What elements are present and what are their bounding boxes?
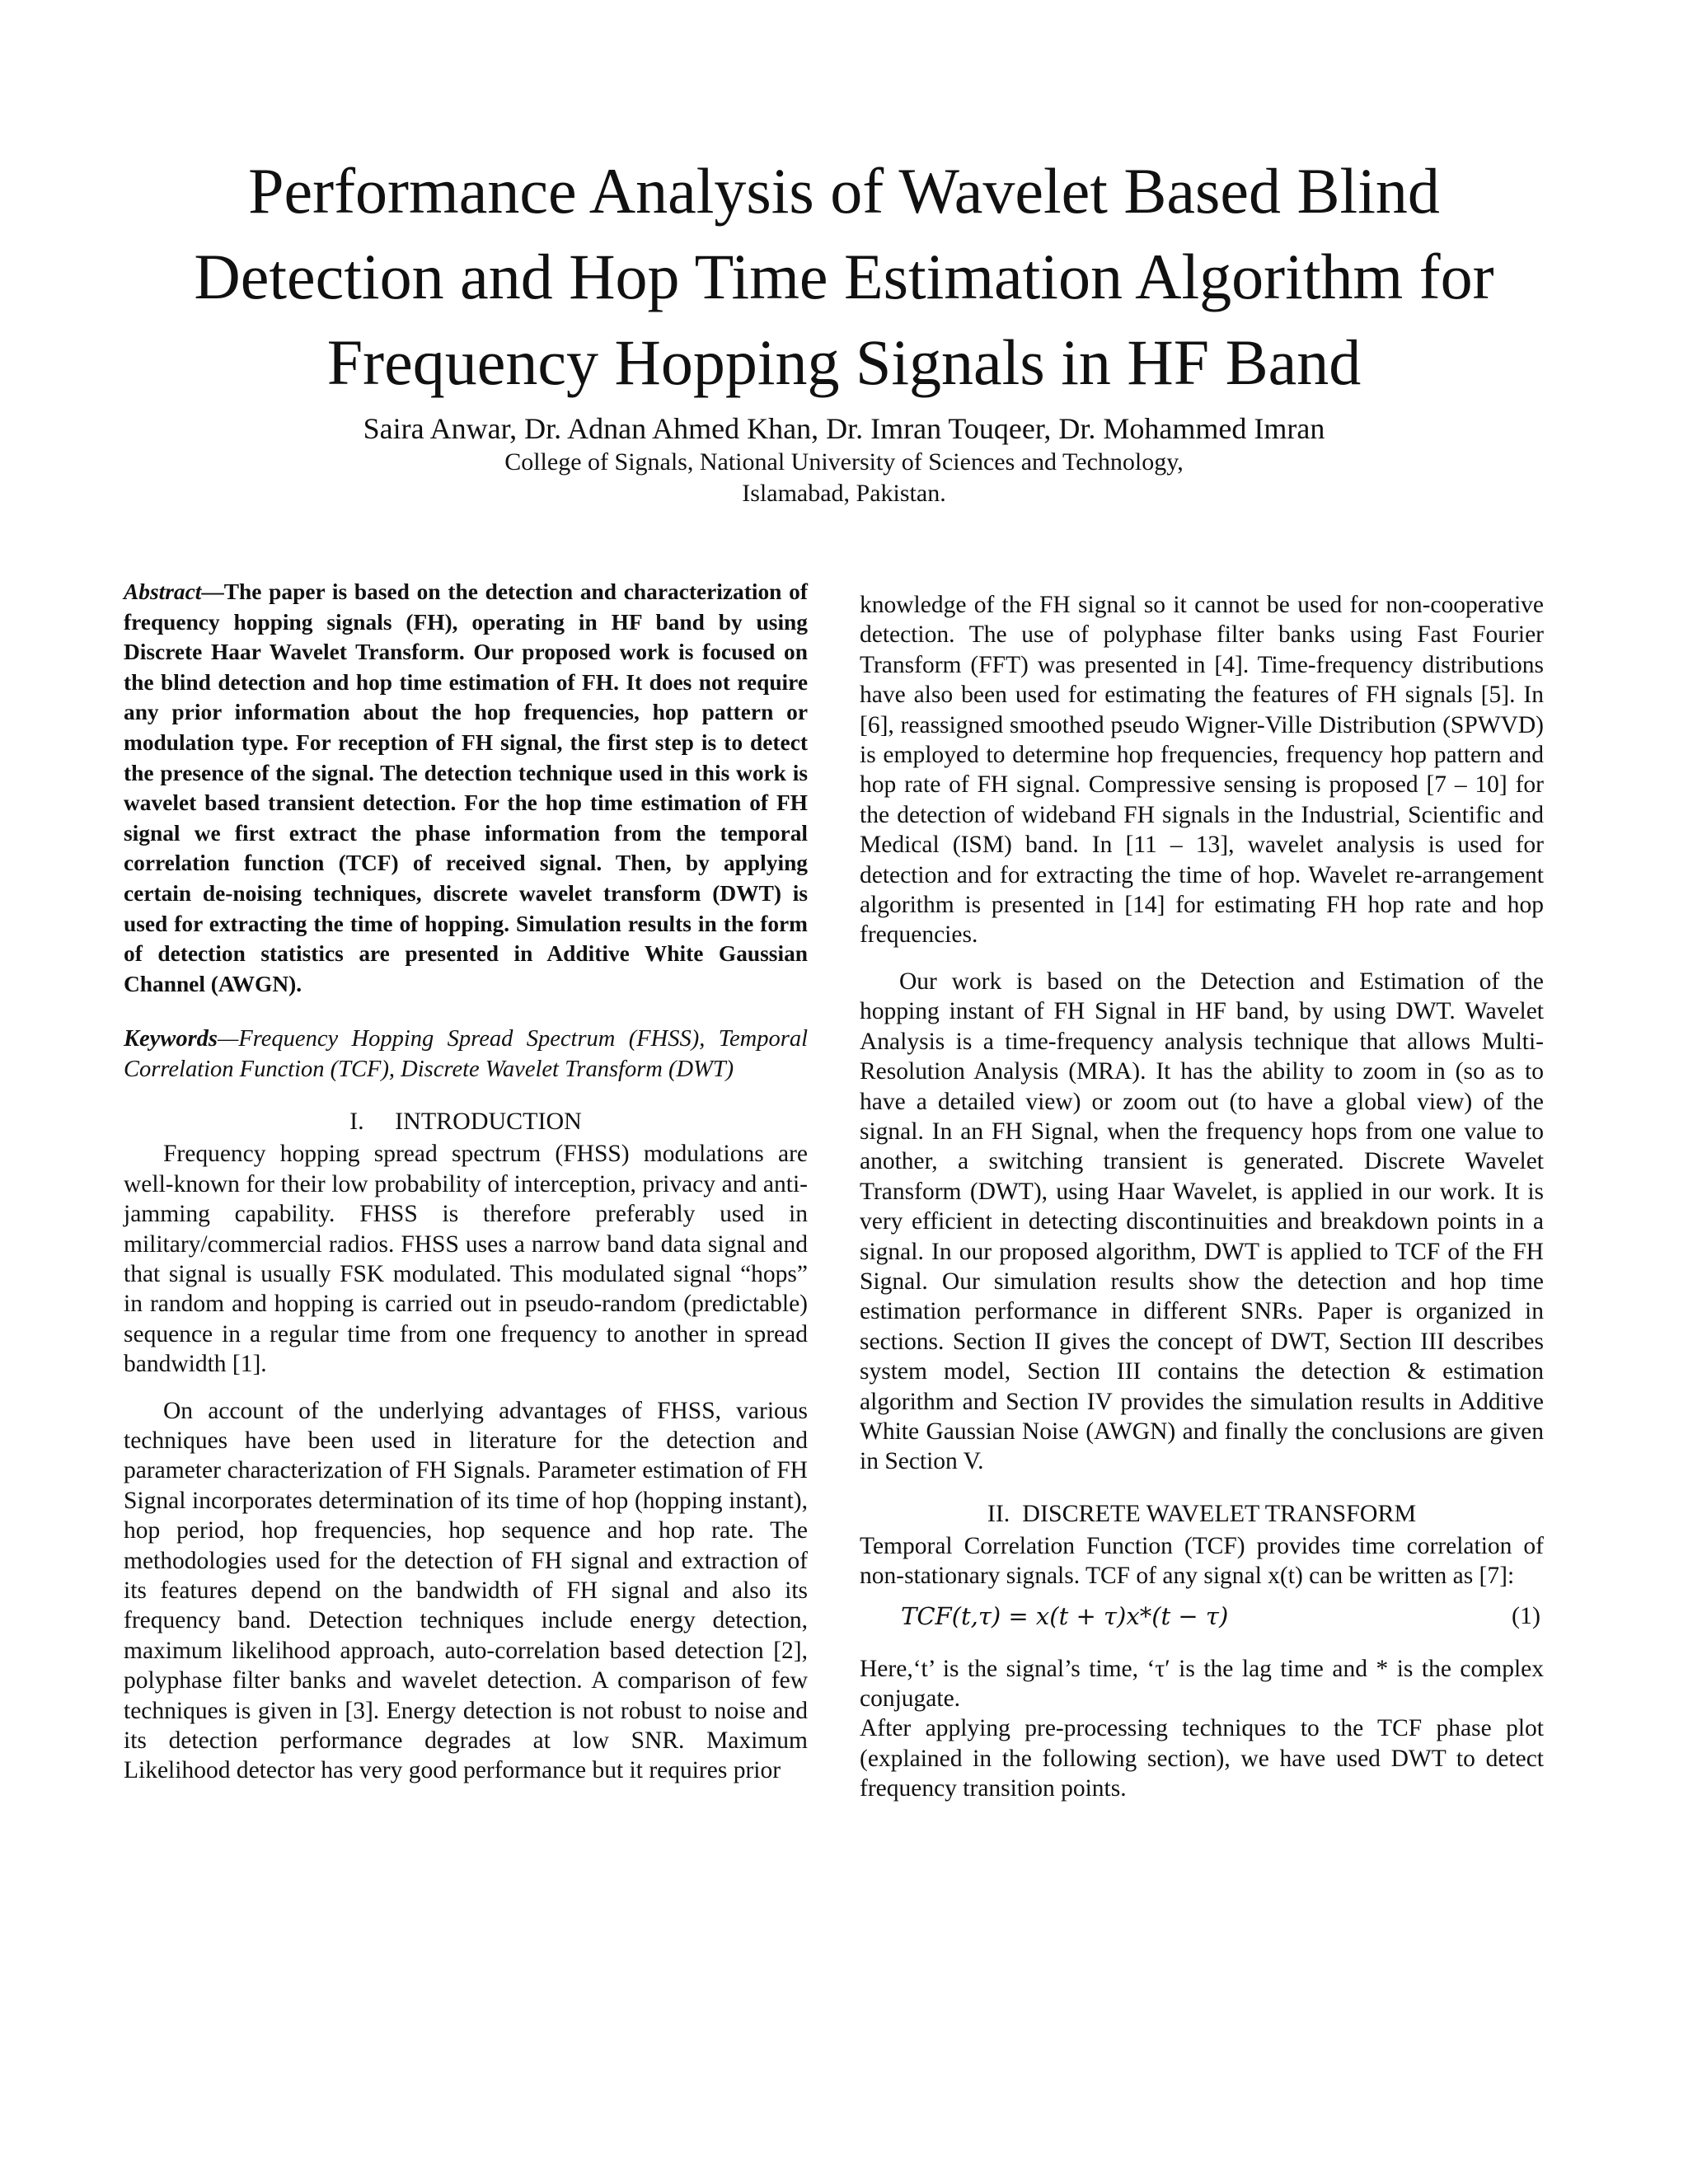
affiliation-line: College of Signals, National University of Sciences and Technology,: [504, 448, 1184, 476]
keywords-dash: —: [218, 1026, 239, 1052]
intro-paragraph-2-continued: knowledge of the FH signal so it cannot be used for non-cooperative detection. The use of polyphase filter banks using Fast Fourier Transform (FFT) was presented in [4]. Time-frequency distributions have also been used for estimating the features of FH signals [5]. In [6], reassigned smoothed pseudo Wigner-Ville Distribution (SPWVD) is employed to determine hop frequencies, frequency hop pattern and hop rate of FH signal. Compressive sensing is proposed [7 – 10] for the detection of wideband FH signals in the Industrial, Scientific and Medical (ISM) band. In [11 – 13], wavelet analysis is used for detection and for extracting the time of hop. Wavelet re-arrangement algorithm is presented in [14] for estimating FH hop rate and hop frequencies.: [860, 592, 1544, 949]
section-heading-introduction: I. INTRODUCTION: [349, 1108, 582, 1136]
equation-number: (1): [1512, 1602, 1540, 1630]
paper-title: [99, 148, 1589, 405]
keywords-text: Frequency Hopping Spread Spectrum (FHSS), Temporal Correlation Function (TCF), Discrete Wavelet Transform (DWT): [124, 1026, 808, 1083]
section-heading-dwt: II. DISCRETE WAVELET TRANSFORM: [987, 1499, 1417, 1527]
dwt-paragraph-3: After applying pre-processing techniques to the TCF phase plot (explained in the following section), we have used DWT to detect frequency transition points.: [860, 1715, 1544, 1802]
abstract-label: Abstract: [124, 579, 202, 604]
title-line: Detection and Hop Time Estimation Algorithm for: [194, 241, 1494, 312]
right-column: [860, 590, 1544, 1804]
intro-paragraph-2: On account of the underlying advantages of FHSS, various techniques have been used in literature for the detection and parameter characterization of FH Signals. Parameter estimation of FH Signal incorporates determination of its time of hop (hopping instant), hop period, hop frequencies, hop sequence and hop rate. The methodologies used for the detection of FH signal and extraction of its features depend on the bandwidth of FH signal and also its frequency band. Detection techniques include energy detection, maximum likelihood approach, auto-correlation based detection [2], polyphase filter banks and wavelet detection. A comparison of few techniques is given in [3]. Energy detection is not robust to noise and its detection performance degrades at low SNR. Maximum Likelihood detector has very good performance but it requires prior: [124, 1397, 808, 1784]
title-line: Frequency Hopping Signals in HF Band: [326, 326, 1362, 398]
abstract: [124, 577, 808, 999]
equation-body: TCF(t,τ) = x(t + τ)x*(t − τ): [901, 1602, 1229, 1631]
title-line: Performance Analysis of Wavelet Based Blind: [248, 155, 1440, 227]
dwt-paragraph-1: Temporal Correlation Function (TCF) provides time correlation of non-stationary signals. TCF of any signal x(t) can be written as [7]:: [860, 1532, 1544, 1590]
dwt-paragraph-2: Here,‘t’ is the signal’s time, ‘τ′ is the lag time and * is the complex conjugate.: [860, 1655, 1544, 1712]
equation-1: [860, 1598, 1544, 1636]
keywords: [124, 1024, 808, 1085]
affiliation-line: Islamabad, Pakistan.: [742, 480, 946, 507]
author-list: Saira Anwar, Dr. Adnan Ahmed Khan, Dr. Imran Touqeer, Dr. Mohammed Imran: [363, 412, 1325, 445]
keywords-label: Keywords: [124, 1026, 218, 1052]
abstract-dash: —: [201, 579, 224, 604]
affiliation: [99, 447, 1589, 509]
intro-paragraph-3: Our work is based on the Detection and Estimation of the hopping instant of FH Signal in HF band, by using DWT. Wavelet Analysis is a time-frequency analysis technique that allows Multi-Resolution Analysis (MRA). It has the ability to zoom in (so as to have a detailed view) or zoom out (to have a global view) of the signal. In an FH Signal, when the frequency hops from one value to another, a switching transient is generated. Discrete Wavelet Transform (DWT), using Haar Wavelet, is applied in our work. It is very efficient in detecting discontinuities and breakdown points in a signal. In our proposed algorithm, DWT is applied to TCF of the FH Signal. Our simulation results show the detection and hop time estimation performance in different SNRs. Paper is organized in sections. Section II gives the concept of DWT, Section III describes system model, Section III contains the detection & estimation algorithm and Section IV provides the simulation results in Additive White Gaussian Noise (AWGN) and finally the conclusions are given in Section V.: [860, 968, 1544, 1475]
left-column: [124, 577, 808, 1786]
intro-paragraph-1: Frequency hopping spread spectrum (FHSS) modulations are well-known for their low probability of interception, privacy and anti-jamming capability. FHSS is therefore preferably used in military/commercial radios. FHSS uses a narrow band data signal and that signal is usually FSK modulated. This modulated signal “hops” in random and hopping is carried out in pseudo-random (predictable) sequence in a regular time from one frequency to another in spread bandwidth [1].: [124, 1141, 808, 1378]
abstract-text: The paper is based on the detection and characterization of frequency hopping signals (FH), operating in HF band by using Discrete Haar Wavelet Transform. Our proposed work is focused on the blind detection and hop time estimation of FH. It does not require any prior information about the hop frequencies, hop pattern or modulation type. For reception of FH signal, the first step is to detect the presence of the signal. The detection technique used in this work is wavelet based transient detection. For the hop time estimation of FH signal we first extract the phase information from the temporal correlation function (TCF) of received signal. Then, by applying certain de-noising techniques, discrete wavelet transform (DWT) is used for extracting the time of hopping. Simulation results in the form of detection statistics are presented in Additive White Gaussian Channel (AWGN).: [124, 579, 808, 996]
